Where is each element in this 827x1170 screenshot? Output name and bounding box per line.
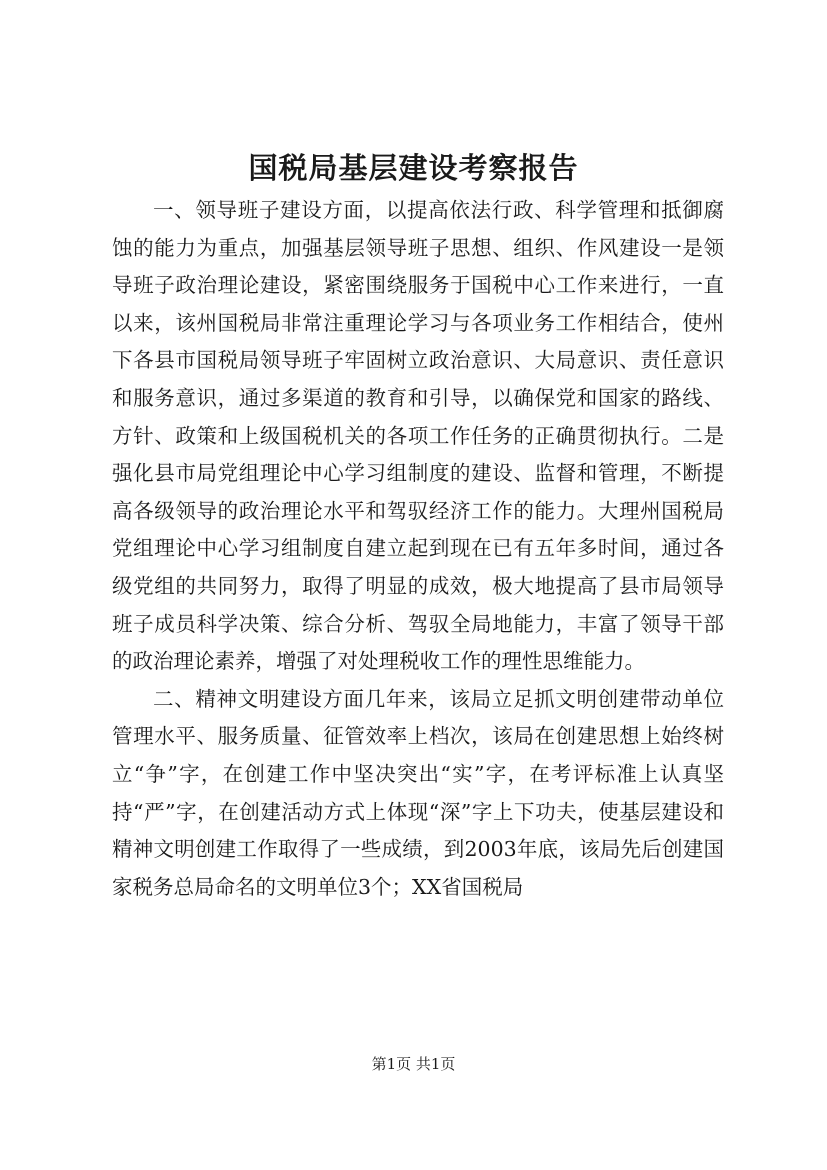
paragraph-spiritual-civilization: 二、精神文明建设方面几年来，该局立足抓文明创建带动单位管理水平、服务质量、征管效率上档次，该局在创建思想上始终树立“争”字，在创建工作中坚决突出“实”字，在考评标准上认真坚持“严”字，在创建活动方式上体现“深”字上下功夫，使基层建设和精神文明创建工作取得了一些成绩，到2003年底，该局先后创建国家税务总局命名的文明单位3个；XX省国税局 xyxy=(112,686,724,899)
page-title: 国税局基层建设考察报告 xyxy=(248,151,579,185)
paragraph-leadership: 一、领导班子建设方面，以提高依法行政、科学管理和抵御腐蚀的能力为重点，加强基层领导班子思想、组织、作风建设一是领导班子政治理论建设，紧密围绕服务于国税中心工作来进行，一直以来，该州国税局非常注重理论学习与各项业务工作相结合，使州下各县市国税局领导班子牢固树立政治意识、大局意识、责任意识和服务意识，通过多渠道的教育和引导，以确保党和国家的路线、方针、政策和上级国税机关的各项工作任务的正确贯彻执行。二是强化县市局党组理论中心学习组制度的建设、监督和管理，不断提高各级领导的政治理论水平和驾驭经济工作的能力。大理州国税局党组理论中心学习组制度自建立起到现在已有五年多时间，通过各级党组的共同努力，取得了明显的成效，极大地提高了县市局领导班子成员科学决策、综合分析、驾驭全局地能力，丰富了领导干部的政治理论素养，增强了对处理税收工作的理性思维能力。 xyxy=(112,198,724,674)
page-number-footer: 第1页 共1页 xyxy=(371,1055,456,1073)
document-body xyxy=(112,192,724,906)
